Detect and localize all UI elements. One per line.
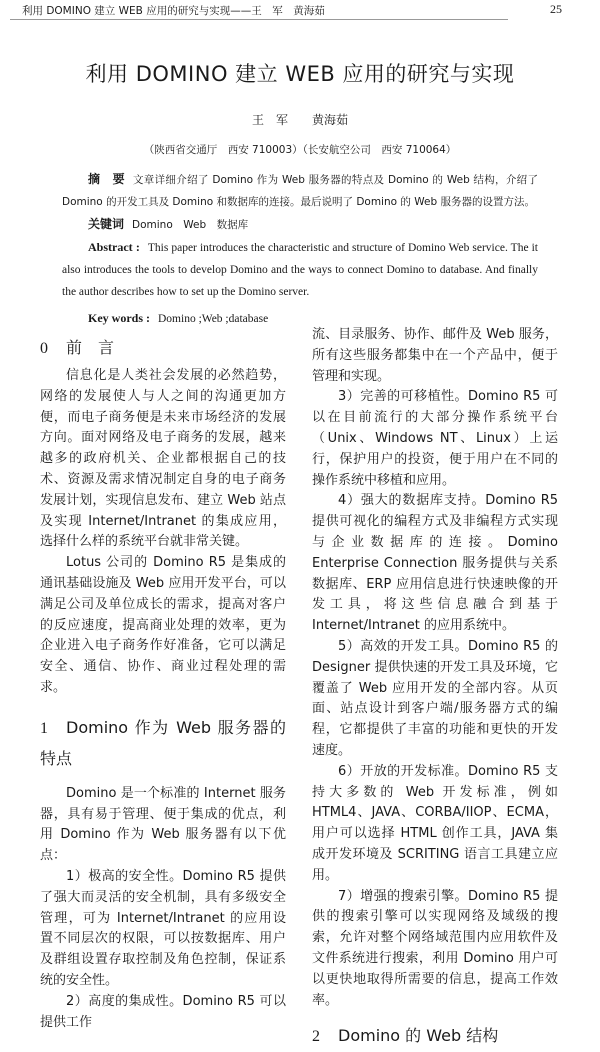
paragraph: 6）开放的开发标准。Domino R5 支持大多数的 Web 开发标准，例如 HTML4、JAVA、CORBA/IIOP、ECMA，用户可以选择 HTML 创作工具，JAVA 集成开发环境及 SCRITING 语言工具建立应用。 — [312, 763, 558, 883]
section-number: 1 — [40, 719, 48, 737]
abstract-cn-text: 文章详细介绍了 Domino 作为 Web 服务器的特点及 Domino 的 Web 结构，介绍了 Domino 的开发工具及 Domino 和数据库的连接。最后说明了 Domino 的 Web 服务器的设置方法。 — [62, 174, 538, 208]
section-title: Domino 作为 Web 服务器的特点 — [40, 717, 286, 768]
paragraph: 2）高度的集成性。Domino R5 可以提供工作 — [40, 993, 286, 1030]
running-header: 利用 DOMINO 建立 WEB 应用的研究与实现——王 军 黄海茹 — [22, 5, 325, 17]
header-rule — [10, 19, 508, 20]
page-number: 25 — [550, 2, 562, 16]
section-title: 前 言 — [66, 338, 115, 357]
authors: 王 军 黄海茹 — [251, 113, 348, 127]
abstract-en-label: Abstract : — [88, 240, 140, 254]
keywords-en-label: Key words : — [88, 311, 150, 325]
keywords-en-text: Domino ;Web ;database — [158, 313, 269, 325]
paragraph: Domino 是一个标准的 Internet 服务器，具有易于管理、便于集成的优点，利用 Domino 作为 Web 服务器有以下优点： — [40, 785, 286, 864]
section-number: 2 — [312, 1028, 320, 1046]
abstract-en — [62, 236, 538, 303]
section-heading — [312, 1021, 558, 1052]
paragraph-continued: 流、目录服务、协作、邮件及 Web 服务，所有这些服务都集中在一个产品中，便于管理和实现。 — [312, 327, 558, 384]
paragraph: 3）完善的可移植性。Domino R5 可以在目前流行的大部分操作系统平台（Unix、Windows NT、Linux）上运行，保护用户的投资，便于用户在不同的操作系统中移植和应用。 — [312, 389, 558, 488]
section-heading — [40, 713, 286, 774]
abstract-cn-label: 摘 要 — [88, 172, 125, 186]
abstract-en-text: This paper introduces the characteristic and structure of Domino Web service. The it also introduces the tools to develop Domino and the ways to connect Domino to database. And finally the author describes how to set up the Domino server. — [62, 242, 538, 298]
keywords-cn-label: 关键词 — [88, 217, 125, 231]
left-column — [40, 333, 286, 1033]
abstract-block — [62, 168, 538, 330]
section-heading — [40, 333, 286, 364]
paragraph: Lotus 公司的 Domino R5 是集成的通讯基础设施及 Web 应用开发平台，可以满足公司及单位成长的需求，提高对客户的反应速度，提高商业处理的效率，更为企业进入电子商务作好准备，它可以满足安全、通信、协作、商业过程处理的需求。 — [40, 555, 286, 695]
keywords-cn-text: Domino Web 数据库 — [132, 219, 249, 231]
section-number: 0 — [40, 340, 48, 357]
paragraph: 1）极高的安全性。Domino R5 提供了强大而灵活的安全机制，具有多级安全管理，可为 Internet/Intranet 的应用设置不同层次的权限，可以按数据库、用户及群组设置存取控制及角色控制，保证系统的安全性。 — [40, 868, 286, 988]
right-column — [312, 325, 558, 1052]
paragraph: 4）强大的数据库支持。Domino R5 提供可视化的编程方式及非编程方式实现与企业数据库的连接。Domino Enterprise Connection 服务提供与关系数据库、ERP 应用信息进行快速映像的开发工具，将这些信息融合到基于 Internet/Intranet 的应用系统中。 — [312, 493, 558, 634]
paragraph: 5）高效的开发工具。Domino R5 的 Designer 提供快速的开发工具及环境，它覆盖了 Web 应用开发的全部内容。从页面、站点设计到客户端/服务器方式的编程，它都提供了丰富的功能和更快的开发速度。 — [312, 638, 558, 758]
paragraph: 信息化是人类社会发展的必然趋势，网络的发展使人与人之间的沟通更加方便，而电子商务便是未来市场经济的发展方向。面对网络及电子商务的发展，越来越多的政府机关、企业都根据自己的技术、资源及需求情况制定自身的电子商务发展计划，实现信息发布、建立 Web 站点及实现 Internet/Intranet 的集成应用，选择什么样的系统平台就非常关键。 — [40, 368, 286, 550]
affiliation: （陕西省交通厅 西安 710003）（长安航空公司 西安 710064） — [143, 144, 457, 156]
section-title: Domino 的 Web 结构 — [338, 1026, 499, 1046]
paragraph: 7）增强的搜索引擎。Domino R5 提供的搜索引擎可以实现网络及域级的搜索，允许对整个网络域范围内应用软件及文件系统进行搜索，利用 Domino 用户可以更快地取得所需要的信息，提高工作效率。 — [312, 888, 558, 1008]
abstract-cn — [62, 168, 538, 213]
paper-title: 利用 DOMINO 建立 WEB 应用的研究与实现 — [85, 62, 515, 86]
keywords-cn — [62, 213, 538, 236]
